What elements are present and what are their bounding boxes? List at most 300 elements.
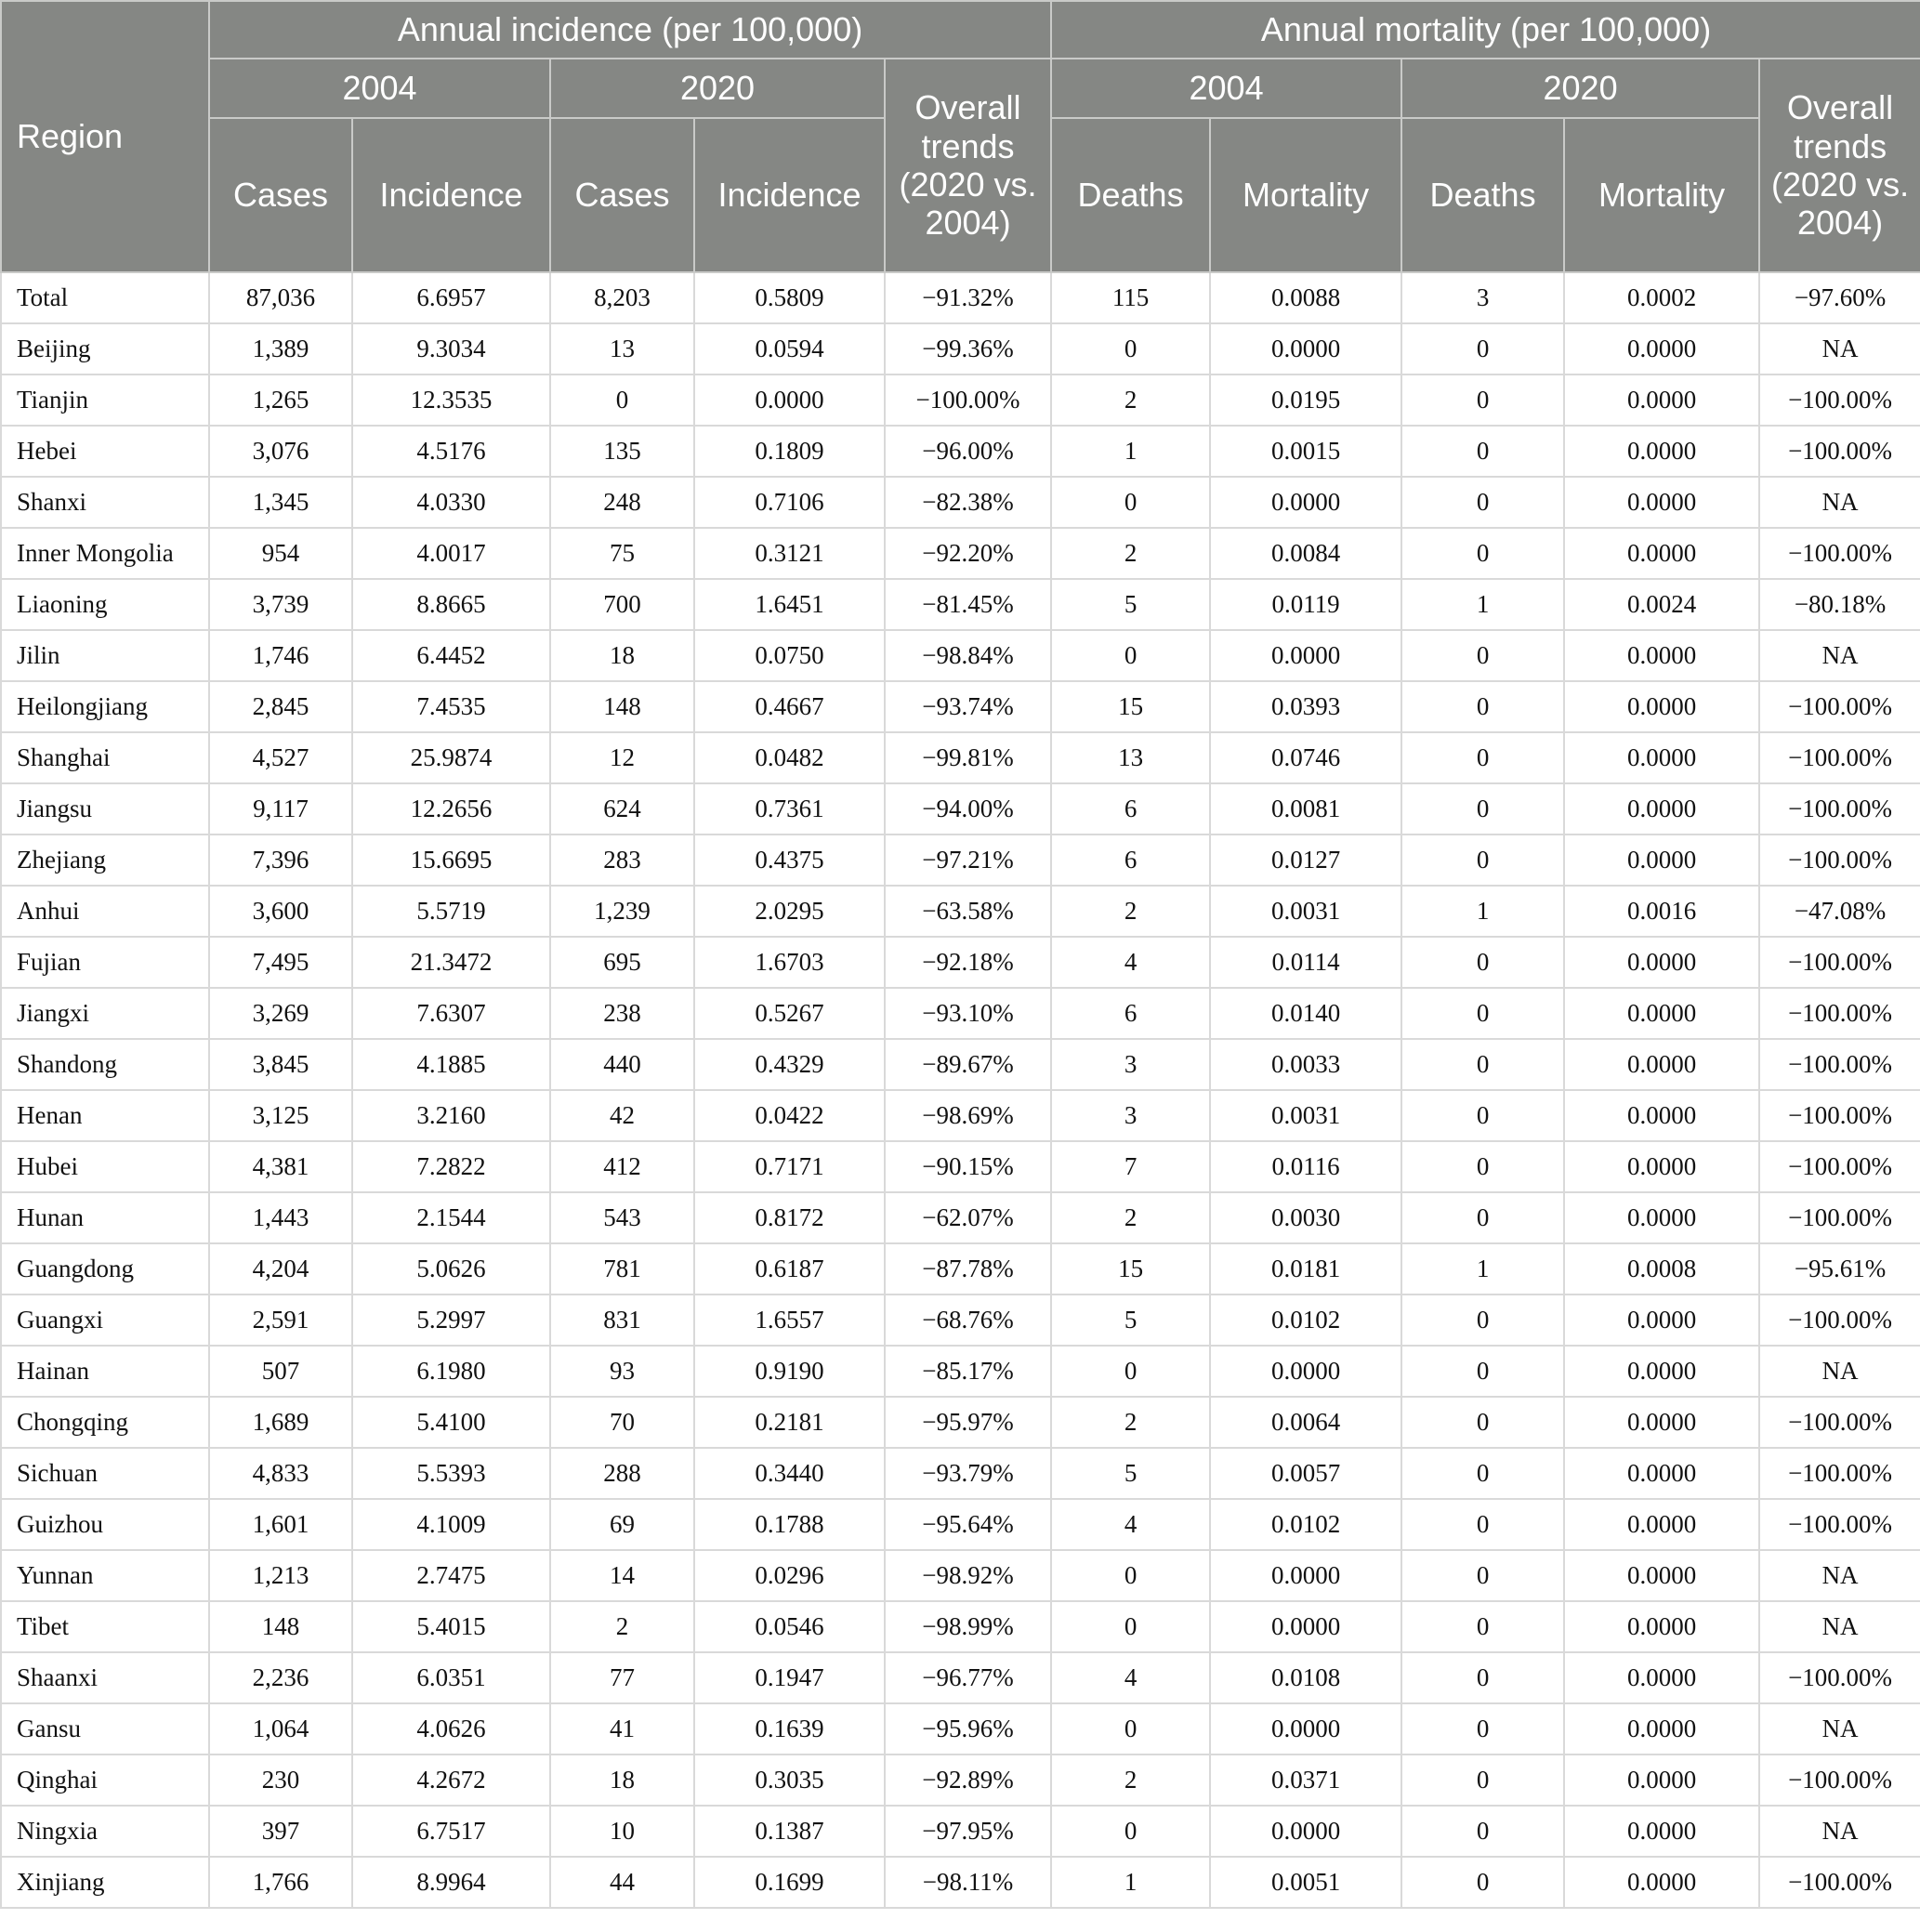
cases-2004-cell: 507: [209, 1346, 352, 1397]
incidence-2020-cell: 0.7171: [694, 1141, 885, 1192]
cases-2020-cell: 69: [550, 1499, 694, 1550]
table-row: [1, 323, 1920, 375]
deaths-2020-cell: 0: [1401, 323, 1564, 375]
mortality-2004-cell: 0.0031: [1210, 886, 1401, 937]
mortality-2020-cell: 0.0000: [1564, 1090, 1759, 1141]
deaths-2020-cell: 0: [1401, 1806, 1564, 1857]
mortality-trend-cell: −100.00%: [1759, 1652, 1920, 1703]
incidence-trend-cell: −68.76%: [885, 1295, 1051, 1346]
table-row: [1, 886, 1920, 937]
mortality-2020-cell: 0.0000: [1564, 528, 1759, 579]
mortality-2004-col-header: Mortality: [1210, 118, 1401, 272]
incidence-trend-cell: −89.67%: [885, 1039, 1051, 1090]
table-row: [1, 1192, 1920, 1243]
deaths-2020-cell: 0: [1401, 1550, 1564, 1601]
deaths-2020-cell: 0: [1401, 681, 1564, 732]
mortality-trend-cell: NA: [1759, 1550, 1920, 1601]
deaths-2020-cell: 0: [1401, 937, 1564, 988]
incidence-2020-cell: 0.1699: [694, 1857, 885, 1908]
cases-2004-cell: 954: [209, 528, 352, 579]
mortality-2020-cell: 0.0000: [1564, 1141, 1759, 1192]
mortality-trend-cell: NA: [1759, 1601, 1920, 1652]
mortality-group-header: Annual mortality (per 100,000): [1051, 1, 1920, 59]
mortality-trend-cell: −100.00%: [1759, 375, 1920, 426]
table-row: [1, 375, 1920, 426]
incidence-trend-cell: −95.96%: [885, 1703, 1051, 1755]
deaths-2004-cell: 2: [1051, 886, 1210, 937]
region-cell: Chongqing: [1, 1397, 209, 1448]
mortality-2020-cell: 0.0000: [1564, 630, 1759, 681]
incidence-trend-header: Overall trends (2020 vs. 2004): [885, 59, 1051, 272]
mortality-trend-cell: −100.00%: [1759, 1755, 1920, 1806]
incidence-2020-cell: 0.0000: [694, 375, 885, 426]
mortality-2004-cell: 0.0051: [1210, 1857, 1401, 1908]
table-row: [1, 1755, 1920, 1806]
cases-2004-cell: 1,689: [209, 1397, 352, 1448]
deaths-2004-cell: 0: [1051, 1346, 1210, 1397]
cases-2020-cell: 93: [550, 1346, 694, 1397]
table-row: [1, 1141, 1920, 1192]
cases-2004-cell: 2,236: [209, 1652, 352, 1703]
incidence-2020-col-header: Incidence: [694, 118, 885, 272]
table-row: [1, 1499, 1920, 1550]
mortality-2004-cell: 0.0030: [1210, 1192, 1401, 1243]
deaths-2020-header: Deaths: [1401, 118, 1564, 272]
cases-2020-cell: 831: [550, 1295, 694, 1346]
incidence-2020-cell: 0.1639: [694, 1703, 885, 1755]
cases-2020-cell: 10: [550, 1806, 694, 1857]
cases-2004-cell: 4,527: [209, 732, 352, 783]
incidence-2020-cell: 0.0750: [694, 630, 885, 681]
cases-2020-cell: 248: [550, 477, 694, 528]
incidence-2004-header: 2004: [209, 59, 550, 118]
mortality-2004-cell: 0.0746: [1210, 732, 1401, 783]
deaths-2020-cell: 0: [1401, 1755, 1564, 1806]
mortality-trend-cell: −100.00%: [1759, 1039, 1920, 1090]
incidence-2020-cell: 0.3035: [694, 1755, 885, 1806]
cases-2004-cell: 1,746: [209, 630, 352, 681]
deaths-2020-cell: 0: [1401, 528, 1564, 579]
mortality-2004-cell: 0.0000: [1210, 323, 1401, 375]
mortality-trend-cell: −100.00%: [1759, 783, 1920, 835]
incidence-2004-cell: 4.1009: [352, 1499, 550, 1550]
deaths-2004-cell: 5: [1051, 1448, 1210, 1499]
incidence-trend-cell: −92.89%: [885, 1755, 1051, 1806]
incidence-2020-cell: 0.4329: [694, 1039, 885, 1090]
incidence-2004-cell: 5.5719: [352, 886, 550, 937]
incidence-trend-cell: −98.69%: [885, 1090, 1051, 1141]
cases-2020-cell: 12: [550, 732, 694, 783]
incidence-trend-cell: −95.64%: [885, 1499, 1051, 1550]
mortality-trend-cell: −100.00%: [1759, 1295, 1920, 1346]
mortality-2004-cell: 0.0108: [1210, 1652, 1401, 1703]
cases-2020-cell: 288: [550, 1448, 694, 1499]
deaths-2004-cell: 0: [1051, 630, 1210, 681]
mortality-2020-col-header: Mortality: [1564, 118, 1759, 272]
incidence-2004-cell: 7.6307: [352, 988, 550, 1039]
incidence-2004-cell: 15.6695: [352, 835, 550, 886]
region-cell: Total: [1, 272, 209, 323]
cases-2004-cell: 230: [209, 1755, 352, 1806]
incidence-2004-cell: 6.1980: [352, 1346, 550, 1397]
mortality-2004-cell: 0.0088: [1210, 272, 1401, 323]
table-row: [1, 988, 1920, 1039]
table-row: [1, 732, 1920, 783]
mortality-trend-cell: −100.00%: [1759, 1499, 1920, 1550]
mortality-2020-cell: 0.0000: [1564, 835, 1759, 886]
deaths-2004-cell: 7: [1051, 1141, 1210, 1192]
mortality-2020-cell: 0.0000: [1564, 426, 1759, 477]
cases-2004-cell: 3,600: [209, 886, 352, 937]
mortality-trend-cell: −100.00%: [1759, 1090, 1920, 1141]
cases-2004-cell: 397: [209, 1806, 352, 1857]
incidence-2020-cell: 0.7361: [694, 783, 885, 835]
deaths-2004-cell: 3: [1051, 1039, 1210, 1090]
deaths-2004-cell: 2: [1051, 1755, 1210, 1806]
cases-2004-header: Cases: [209, 118, 352, 272]
mortality-trend-cell: NA: [1759, 1703, 1920, 1755]
incidence-2020-cell: 0.5267: [694, 988, 885, 1039]
incidence-2004-cell: 12.3535: [352, 375, 550, 426]
mortality-2020-cell: 0.0002: [1564, 272, 1759, 323]
cases-2020-cell: 440: [550, 1039, 694, 1090]
incidence-trend-cell: −62.07%: [885, 1192, 1051, 1243]
incidence-trend-cell: −97.95%: [885, 1806, 1051, 1857]
cases-2020-cell: 41: [550, 1703, 694, 1755]
incidence-2020-cell: 0.9190: [694, 1346, 885, 1397]
mortality-2020-cell: 0.0000: [1564, 1550, 1759, 1601]
deaths-2004-cell: 4: [1051, 1652, 1210, 1703]
incidence-2020-cell: 0.5809: [694, 272, 885, 323]
incidence-2004-cell: 6.4452: [352, 630, 550, 681]
cases-2004-cell: 1,601: [209, 1499, 352, 1550]
deaths-2004-header: Deaths: [1051, 118, 1210, 272]
incidence-2020-cell: 0.0482: [694, 732, 885, 783]
deaths-2020-cell: 0: [1401, 1857, 1564, 1908]
mortality-trend-cell: −80.18%: [1759, 579, 1920, 630]
table-row: [1, 1857, 1920, 1908]
mortality-2020-cell: 0.0000: [1564, 783, 1759, 835]
incidence-trend-cell: −93.79%: [885, 1448, 1051, 1499]
cases-2020-cell: 18: [550, 1755, 694, 1806]
mortality-2020-cell: 0.0000: [1564, 1039, 1759, 1090]
deaths-2020-cell: 0: [1401, 1039, 1564, 1090]
incidence-2004-cell: 25.9874: [352, 732, 550, 783]
incidence-2020-cell: 0.1947: [694, 1652, 885, 1703]
mortality-trend-cell: −100.00%: [1759, 1397, 1920, 1448]
mortality-2020-cell: 0.0000: [1564, 1652, 1759, 1703]
table-row: [1, 1397, 1920, 1448]
mortality-2004-cell: 0.0000: [1210, 1703, 1401, 1755]
incidence-trend-cell: −98.84%: [885, 630, 1051, 681]
mortality-2004-cell: 0.0081: [1210, 783, 1401, 835]
region-cell: Tianjin: [1, 375, 209, 426]
region-cell: Gansu: [1, 1703, 209, 1755]
cases-2020-cell: 44: [550, 1857, 694, 1908]
region-cell: Qinghai: [1, 1755, 209, 1806]
region-cell: Hubei: [1, 1141, 209, 1192]
incidence-2020-cell: 0.0594: [694, 323, 885, 375]
deaths-2004-cell: 1: [1051, 1857, 1210, 1908]
incidence-2020-cell: 0.8172: [694, 1192, 885, 1243]
table-row: [1, 1550, 1920, 1601]
cases-2004-cell: 3,739: [209, 579, 352, 630]
region-cell: Guizhou: [1, 1499, 209, 1550]
mortality-2020-cell: 0.0024: [1564, 579, 1759, 630]
incidence-trend-cell: −82.38%: [885, 477, 1051, 528]
cases-2020-cell: 148: [550, 681, 694, 732]
mortality-2020-cell: 0.0000: [1564, 1397, 1759, 1448]
table-row: [1, 1652, 1920, 1703]
deaths-2004-cell: 2: [1051, 1397, 1210, 1448]
mortality-2004-cell: 0.0140: [1210, 988, 1401, 1039]
cases-2020-cell: 18: [550, 630, 694, 681]
region-cell: Hainan: [1, 1346, 209, 1397]
mortality-trend-cell: −100.00%: [1759, 1448, 1920, 1499]
deaths-2004-cell: 0: [1051, 1601, 1210, 1652]
mortality-2004-cell: 0.0000: [1210, 1550, 1401, 1601]
incidence-2020-cell: 0.7106: [694, 477, 885, 528]
incidence-2020-cell: 0.3121: [694, 528, 885, 579]
deaths-2020-cell: 0: [1401, 477, 1564, 528]
deaths-2004-cell: 0: [1051, 477, 1210, 528]
incidence-2004-cell: 7.2822: [352, 1141, 550, 1192]
mortality-2020-cell: 0.0000: [1564, 1346, 1759, 1397]
incidence-2004-cell: 6.6957: [352, 272, 550, 323]
mortality-trend-cell: −100.00%: [1759, 988, 1920, 1039]
incidence-2004-cell: 4.5176: [352, 426, 550, 477]
incidence-2004-cell: 4.2672: [352, 1755, 550, 1806]
table-row: [1, 630, 1920, 681]
table-row: [1, 528, 1920, 579]
mortality-trend-header: Overall trends (2020 vs. 2004): [1759, 59, 1920, 272]
cases-2020-header: Cases: [550, 118, 694, 272]
region-cell: Ningxia: [1, 1806, 209, 1857]
cases-2020-cell: 781: [550, 1243, 694, 1295]
table-row: [1, 272, 1920, 323]
mortality-2004-cell: 0.0031: [1210, 1090, 1401, 1141]
region-cell: Xinjiang: [1, 1857, 209, 1908]
mortality-2004-cell: 0.0033: [1210, 1039, 1401, 1090]
mortality-2004-cell: 0.0116: [1210, 1141, 1401, 1192]
region-cell: Anhui: [1, 886, 209, 937]
incidence-2020-cell: 1.6451: [694, 579, 885, 630]
deaths-2020-cell: 1: [1401, 579, 1564, 630]
incidence-2004-cell: 5.0626: [352, 1243, 550, 1295]
incidence-2020-cell: 0.0546: [694, 1601, 885, 1652]
incidence-trend-cell: −96.00%: [885, 426, 1051, 477]
table-row: [1, 937, 1920, 988]
region-cell: Henan: [1, 1090, 209, 1141]
deaths-2004-cell: 15: [1051, 681, 1210, 732]
incidence-2020-cell: 0.0422: [694, 1090, 885, 1141]
mortality-2020-cell: 0.0000: [1564, 1601, 1759, 1652]
deaths-2020-cell: 0: [1401, 1192, 1564, 1243]
table-row: [1, 1346, 1920, 1397]
incidence-group-header: Annual incidence (per 100,000): [209, 1, 1051, 59]
mortality-2004-cell: 0.0000: [1210, 1346, 1401, 1397]
cases-2020-cell: 543: [550, 1192, 694, 1243]
mortality-2020-cell: 0.0000: [1564, 988, 1759, 1039]
deaths-2020-cell: 0: [1401, 1499, 1564, 1550]
cases-2020-cell: 8,203: [550, 272, 694, 323]
incidence-2020-cell: 0.2181: [694, 1397, 885, 1448]
region-cell: Jiangxi: [1, 988, 209, 1039]
incidence-trend-cell: −99.81%: [885, 732, 1051, 783]
table-row: [1, 835, 1920, 886]
cases-2020-cell: 14: [550, 1550, 694, 1601]
incidence-2020-cell: 0.3440: [694, 1448, 885, 1499]
mortality-2004-cell: 0.0015: [1210, 426, 1401, 477]
incidence-2004-cell: 21.3472: [352, 937, 550, 988]
incidence-2004-cell: 5.5393: [352, 1448, 550, 1499]
mortality-2004-cell: 0.0064: [1210, 1397, 1401, 1448]
deaths-2020-cell: 0: [1401, 1141, 1564, 1192]
incidence-2004-cell: 4.1885: [352, 1039, 550, 1090]
cases-2004-cell: 1,064: [209, 1703, 352, 1755]
cases-2004-cell: 1,213: [209, 1550, 352, 1601]
region-cell: Shaanxi: [1, 1652, 209, 1703]
incidence-2004-cell: 8.8665: [352, 579, 550, 630]
cases-2004-cell: 4,833: [209, 1448, 352, 1499]
cases-2020-cell: 283: [550, 835, 694, 886]
mortality-trend-cell: −100.00%: [1759, 1857, 1920, 1908]
region-cell: Shanxi: [1, 477, 209, 528]
incidence-trend-cell: −85.17%: [885, 1346, 1051, 1397]
mortality-2004-cell: 0.0102: [1210, 1295, 1401, 1346]
incidence-2020-cell: 0.4667: [694, 681, 885, 732]
mortality-2020-cell: 0.0000: [1564, 937, 1759, 988]
incidence-2020-cell: 1.6703: [694, 937, 885, 988]
incidence-trend-cell: −94.00%: [885, 783, 1051, 835]
table-header: [1, 1, 1920, 272]
cases-2004-cell: 3,125: [209, 1090, 352, 1141]
table-body: [1, 272, 1920, 1908]
deaths-2020-cell: 0: [1401, 1703, 1564, 1755]
incidence-trend-cell: −93.74%: [885, 681, 1051, 732]
mortality-2020-cell: 0.0000: [1564, 1499, 1759, 1550]
cases-2020-cell: 70: [550, 1397, 694, 1448]
deaths-2020-cell: 0: [1401, 1090, 1564, 1141]
deaths-2020-cell: 0: [1401, 783, 1564, 835]
deaths-2004-cell: 6: [1051, 988, 1210, 1039]
table-row: [1, 1243, 1920, 1295]
table-row: [1, 681, 1920, 732]
deaths-2004-cell: 5: [1051, 579, 1210, 630]
incidence-trend-cell: −92.18%: [885, 937, 1051, 988]
cases-2004-cell: 9,117: [209, 783, 352, 835]
table-row: [1, 1295, 1920, 1346]
mortality-2004-cell: 0.0371: [1210, 1755, 1401, 1806]
cases-2020-cell: 135: [550, 426, 694, 477]
deaths-2004-cell: 5: [1051, 1295, 1210, 1346]
incidence-2004-cell: 3.2160: [352, 1090, 550, 1141]
incidence-trend-cell: −81.45%: [885, 579, 1051, 630]
incidence-2004-cell: 6.0351: [352, 1652, 550, 1703]
deaths-2020-cell: 3: [1401, 272, 1564, 323]
table-row: [1, 783, 1920, 835]
incidence-2004-cell: 2.7475: [352, 1550, 550, 1601]
cases-2004-cell: 2,845: [209, 681, 352, 732]
deaths-2004-cell: 3: [1051, 1090, 1210, 1141]
incidence-trend-cell: −97.21%: [885, 835, 1051, 886]
incidence-2020-cell: 0.4375: [694, 835, 885, 886]
incidence-2004-cell: 4.0626: [352, 1703, 550, 1755]
cases-2004-cell: 148: [209, 1601, 352, 1652]
deaths-2020-cell: 0: [1401, 835, 1564, 886]
mortality-trend-cell: NA: [1759, 323, 1920, 375]
cases-2020-cell: 624: [550, 783, 694, 835]
incidence-2004-cell: 9.3034: [352, 323, 550, 375]
table-row: [1, 1601, 1920, 1652]
mortality-trend-cell: −100.00%: [1759, 528, 1920, 579]
region-cell: Guangxi: [1, 1295, 209, 1346]
deaths-2020-cell: 1: [1401, 1243, 1564, 1295]
mortality-trend-cell: −100.00%: [1759, 426, 1920, 477]
mortality-2004-cell: 0.0000: [1210, 1806, 1401, 1857]
mortality-trend-cell: −95.61%: [1759, 1243, 1920, 1295]
mortality-2004-cell: 0.0119: [1210, 579, 1401, 630]
mortality-trend-cell: −100.00%: [1759, 681, 1920, 732]
mortality-trend-cell: −47.08%: [1759, 886, 1920, 937]
deaths-2004-cell: 0: [1051, 1806, 1210, 1857]
table-row: [1, 1448, 1920, 1499]
incidence-trend-cell: −63.58%: [885, 886, 1051, 937]
incidence-2004-cell: 7.4535: [352, 681, 550, 732]
cases-2004-cell: 2,591: [209, 1295, 352, 1346]
mortality-trend-cell: −100.00%: [1759, 937, 1920, 988]
deaths-2020-cell: 0: [1401, 1346, 1564, 1397]
deaths-2020-cell: 1: [1401, 886, 1564, 937]
deaths-2020-cell: 0: [1401, 732, 1564, 783]
mortality-2004-cell: 0.0195: [1210, 375, 1401, 426]
incidence-2020-cell: 0.1387: [694, 1806, 885, 1857]
mortality-2020-cell: 0.0000: [1564, 1703, 1759, 1755]
incidence-trend-cell: −91.32%: [885, 272, 1051, 323]
mortality-2004-cell: 0.0102: [1210, 1499, 1401, 1550]
region-cell: Hebei: [1, 426, 209, 477]
deaths-2004-cell: 13: [1051, 732, 1210, 783]
mortality-trend-cell: −100.00%: [1759, 1141, 1920, 1192]
table-row: [1, 1039, 1920, 1090]
cases-2004-cell: 1,345: [209, 477, 352, 528]
cases-2004-cell: 1,766: [209, 1857, 352, 1908]
region-cell: Inner Mongolia: [1, 528, 209, 579]
table-row: [1, 426, 1920, 477]
region-cell: Tibet: [1, 1601, 209, 1652]
incidence-2020-cell: 0.1788: [694, 1499, 885, 1550]
cases-2004-cell: 4,381: [209, 1141, 352, 1192]
cases-2020-cell: 75: [550, 528, 694, 579]
incidence-2004-cell: 2.1544: [352, 1192, 550, 1243]
region-cell: Heilongjiang: [1, 681, 209, 732]
mortality-trend-cell: NA: [1759, 1806, 1920, 1857]
region-cell: Guangdong: [1, 1243, 209, 1295]
mortality-trend-cell: −100.00%: [1759, 732, 1920, 783]
incidence-2004-cell: 5.4015: [352, 1601, 550, 1652]
incidence-2020-cell: 1.6557: [694, 1295, 885, 1346]
cases-2020-cell: 238: [550, 988, 694, 1039]
mortality-2020-cell: 0.0000: [1564, 375, 1759, 426]
deaths-2020-cell: 0: [1401, 375, 1564, 426]
mortality-2020-header: 2020: [1401, 59, 1759, 118]
deaths-2004-cell: 6: [1051, 835, 1210, 886]
table-row: [1, 1090, 1920, 1141]
region-cell: Shanghai: [1, 732, 209, 783]
cases-2004-cell: 1,389: [209, 323, 352, 375]
mortality-2020-cell: 0.0000: [1564, 732, 1759, 783]
mortality-2020-cell: 0.0000: [1564, 1448, 1759, 1499]
